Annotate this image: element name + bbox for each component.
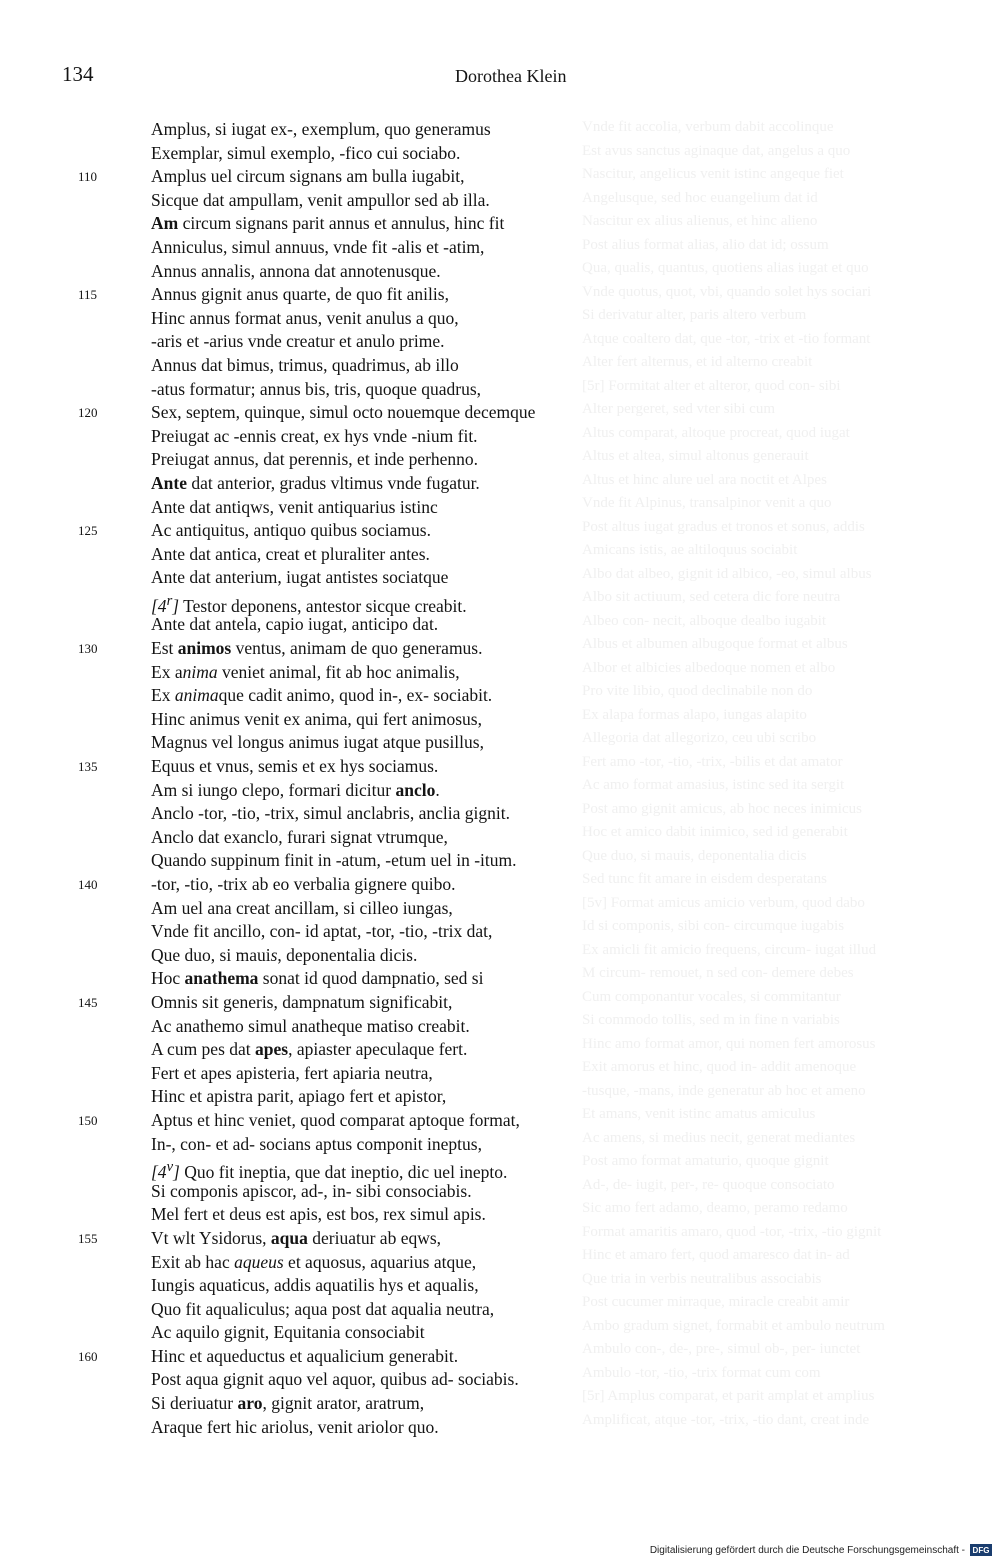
verse-text: Preiugat annus, dat perennis, et inde perhenno. bbox=[151, 449, 479, 470]
bleed-line: Atque coaltero dat, que -tor, -trix et -tio formant bbox=[582, 330, 871, 347]
bleed-line: Albo dat albeo, gignit id albico, -eo, simul albus bbox=[582, 565, 872, 582]
verse-text: Sex, septem, quinque, simul octo nouemque decemque bbox=[151, 402, 536, 423]
verse-text: Ac anathemo simul anatheque matiso creabit. bbox=[151, 1015, 470, 1036]
bleed-line: Post alius format alias, alio dat id; ossum bbox=[582, 236, 829, 253]
bleed-line: Altus et altea, simul altonus generauit bbox=[582, 448, 809, 464]
bleed-line: Albus et albumen albugoque format et albus bbox=[582, 636, 848, 652]
verse-line bbox=[0, 260, 600, 284]
verse-line bbox=[0, 1416, 600, 1440]
verse-line bbox=[0, 849, 600, 873]
verse-text: Ex anima veniet animal, fit ab hoc animalis, bbox=[151, 661, 460, 682]
bleed-line: Ac amens, si medius necit, generat mediantes bbox=[582, 1129, 856, 1146]
bleed-line: Nascitur ex alius alienus, et hinc alieno bbox=[582, 213, 818, 229]
verse-text: Annus dat bimus, trimus, quadrimus, ab illo bbox=[151, 354, 459, 375]
verse-text: Am uel ana creat ancillam, si cilleo iungas, bbox=[151, 897, 453, 918]
verse-text: Ac antiquitus, antiquo quibus sociamus. bbox=[151, 520, 431, 541]
verse-text: Araque fert hic ariolus, venit ariolor quo. bbox=[151, 1416, 439, 1437]
verse-line bbox=[0, 307, 600, 331]
bleed-line: Albeo con- necit, alboque dealbo iugabit bbox=[582, 612, 827, 629]
verse-text: Hinc animus venit ex anima, qui fert animosus, bbox=[151, 708, 482, 729]
bleed-line: Post altus iugat gradus et tronos et sonus, addis bbox=[582, 518, 865, 535]
bleed-line: [5r] Formitat alter et alteror, quod con- sibi bbox=[582, 377, 841, 394]
verse-line bbox=[0, 967, 600, 991]
verse-line bbox=[0, 1251, 600, 1275]
bleed-line: Sic amo fert adamo, deamo, peramo redamo bbox=[582, 1200, 848, 1216]
verse-text: Sicque dat ampullam, venit ampullor sed ab illa. bbox=[151, 189, 490, 210]
verse-line bbox=[0, 684, 600, 708]
verse-text: Anclo dat exanclo, furari signat vtrumque, bbox=[151, 826, 448, 847]
verse-line bbox=[0, 1038, 600, 1062]
verse-text: Ante dat antiqws, venit antiquarius istinc bbox=[151, 496, 438, 517]
verse-line bbox=[0, 1180, 600, 1204]
verse-text: Omnis sit generis, dampnatum significabit, bbox=[151, 991, 453, 1012]
verse-text: Amplus uel circum signans am bulla iugabit, bbox=[151, 166, 465, 187]
verse-line bbox=[0, 1298, 600, 1322]
line-number: 110 bbox=[78, 169, 98, 185]
bleed-line: Allegoria dat allegorizo, ceu ubi scribo bbox=[582, 730, 817, 746]
bleed-through-text bbox=[582, 116, 992, 1432]
bleed-line: Format amaritis amaro, quod -tor, -trix, -tio gignit bbox=[582, 1223, 882, 1240]
verse-line bbox=[0, 1227, 600, 1251]
bleed-line: Si derivatur alter, paris altero verbum bbox=[582, 307, 807, 323]
bleed-line: Post amo gignit amicus, ab hoc neces inimicus bbox=[582, 800, 862, 817]
verse-line bbox=[0, 944, 600, 968]
bleed-line: Post cucumer mirraque, miracle creabit amir bbox=[582, 1294, 850, 1310]
verse-line bbox=[0, 519, 600, 543]
verse-text: Anniculus, simul annuus, vnde fit -alis et -atim, bbox=[151, 236, 485, 257]
verse-line bbox=[0, 118, 600, 142]
verse-line bbox=[0, 920, 600, 944]
svg-text:DFG: DFG bbox=[972, 1546, 990, 1555]
verse-text: Ac aquilo gignit, Equitania consociabit bbox=[151, 1322, 425, 1343]
bleed-line: Amplificat, atque -tor, -trix, -tio dant, creat inde bbox=[582, 1411, 870, 1428]
verse-text: Quando suppinum finit in -atum, -etum uel in -itum. bbox=[151, 850, 517, 871]
bleed-line: Que duo, si mauis, deponentalia dicis bbox=[582, 847, 807, 864]
verse-line bbox=[0, 590, 600, 614]
bleed-line: Amicans istis, ae altiloquus sociabit bbox=[582, 542, 798, 558]
verse-line bbox=[0, 165, 600, 189]
verse-line bbox=[0, 543, 600, 567]
verse-text: Am circum signans parit annus et annulus, hinc fit bbox=[151, 213, 505, 234]
verse-text: Aptus et hinc veniet, quod comparat aptoque format, bbox=[151, 1109, 520, 1130]
bleed-line: Que tria in verbis neutralibus associabis bbox=[582, 1270, 822, 1287]
verse-line bbox=[0, 1085, 600, 1109]
bleed-line: Altus et hinc alure uel ara noctit et Alpes bbox=[582, 471, 827, 488]
verse-line bbox=[0, 708, 600, 732]
verse-text: Est animos ventus, animam de quo generamus. bbox=[151, 638, 483, 659]
verse-line bbox=[0, 637, 600, 661]
bleed-line: Cum componantur vocales, si commitantur bbox=[582, 988, 841, 1005]
bleed-line: Pro vite libio, quod declinabile non do bbox=[582, 683, 813, 699]
bleed-line: Alter fert alternus, et id alterno creabit bbox=[582, 354, 813, 370]
verse-text: Fert et apes apisteria, fert apiaria neutra, bbox=[151, 1062, 433, 1083]
bleed-line: Si commodo tollis, sed m in fine n variabis bbox=[582, 1012, 840, 1028]
bleed-line: Alter pergeret, sed vter sibi cum bbox=[582, 401, 775, 417]
verse-text: Am si iungo clepo, formari dicitur anclo. bbox=[151, 779, 440, 800]
verse-line bbox=[0, 354, 600, 378]
verse-line bbox=[0, 142, 600, 166]
verse-text: Hoc anathema sonat id quod dampnatio, sed si bbox=[151, 968, 484, 989]
verse-line bbox=[0, 755, 600, 779]
verse-line bbox=[0, 1156, 600, 1180]
verse-text: Ante dat anterium, iugat antistes sociatque bbox=[151, 567, 449, 588]
bleed-line: Fert amo -tor, -tio, -trix, -bilis et dat amator bbox=[582, 753, 843, 770]
bleed-line: Hoc et amico dabit inimico, sed id generabit bbox=[582, 824, 848, 840]
verse-line bbox=[0, 283, 600, 307]
verse-line bbox=[0, 873, 600, 897]
verse-text: Ante dat antica, creat et pluraliter antes. bbox=[151, 543, 430, 564]
verse-text: Annus annalis, annona dat annotenusque. bbox=[151, 260, 441, 281]
bleed-line: Ambulo -tor, -tio, -trix format cum com bbox=[582, 1364, 821, 1381]
bleed-line: Et amans, venit istinc amatus amiculus bbox=[582, 1106, 816, 1122]
verse-line bbox=[0, 566, 600, 590]
verse-line bbox=[0, 826, 600, 850]
verse-line bbox=[0, 1133, 600, 1157]
bleed-line: Exit amorus et hinc, quod in- addit amenoque bbox=[582, 1059, 857, 1075]
line-number: 160 bbox=[78, 1348, 98, 1364]
verse-line bbox=[0, 448, 600, 472]
bleed-line: [5r] Amplus comparat, et parit amplat et amplius bbox=[582, 1388, 875, 1404]
verse-line bbox=[0, 661, 600, 685]
line-number: 115 bbox=[78, 287, 98, 303]
verse-line bbox=[0, 401, 600, 425]
verse-line bbox=[0, 236, 600, 260]
verse-line bbox=[0, 613, 600, 637]
verse-text: Vt wlt Ysidorus, aqua deriuatur ab eqws, bbox=[151, 1227, 442, 1248]
bleed-line: Ambulo con-, de-, pre-, simul ob-, per- iunctet bbox=[582, 1341, 861, 1357]
verse-text: -atus formatur; annus bis, tris, quoque quadrus, bbox=[151, 378, 482, 399]
verse-text: Ante dat anterior, gradus vltimus vnde fugatur. bbox=[151, 472, 480, 493]
verse-text: [4$^v$] Quo fit ineptia, que dat ineptio, dic uel inepto. bbox=[151, 1159, 508, 1182]
verse-text: Hinc et apistra parit, apiago fert et apistor, bbox=[151, 1086, 447, 1107]
line-number: 140 bbox=[78, 877, 98, 892]
bleed-line: -tusque, -mans, inde generatur ab hoc et ameno bbox=[582, 1082, 866, 1099]
bleed-line: Angelusque, sed hoc euangelium dat id bbox=[582, 189, 818, 206]
verse-text: Mel fert et deus est apis, est bos, rex simul apis. bbox=[151, 1204, 486, 1225]
bleed-line: Vnde fit Alpinus, transalpinor venit a quo bbox=[582, 495, 832, 511]
dfg-logo bbox=[970, 1544, 992, 1556]
verse-block bbox=[0, 118, 600, 1439]
bleed-line: Albo sit actiuum, sed cetera dic fore neutra bbox=[582, 589, 841, 605]
verse-text: Annus gignit anus quarte, de quo fit anilis, bbox=[151, 284, 449, 305]
verse-line bbox=[0, 802, 600, 826]
verse-line bbox=[0, 1321, 600, 1345]
verse-line bbox=[0, 1345, 600, 1369]
bleed-line: Est avus sanctus aginaque dat, angelus a quo bbox=[582, 142, 851, 159]
verse-text: Equus et vnus, semis et ex hys sociamus. bbox=[151, 756, 439, 777]
line-number: 120 bbox=[78, 405, 98, 421]
line-number: 125 bbox=[78, 523, 98, 539]
bleed-line: Hinc et amaro fert, quod amaresco dat in- ad bbox=[582, 1247, 850, 1263]
verse-line bbox=[0, 1109, 600, 1133]
verse-text: Magnus vel longus animus iugat atque pusillus, bbox=[151, 732, 484, 753]
bleed-line: Post amo format amaturio, quoque gignit bbox=[582, 1153, 829, 1169]
bleed-line: Hinc amo format amor, qui nomen fert amorosus bbox=[582, 1035, 876, 1052]
line-number: 150 bbox=[78, 1112, 98, 1128]
line-number: 155 bbox=[78, 1230, 98, 1246]
verse-line bbox=[0, 212, 600, 236]
verse-text: Post aqua gignit aquo vel aquor, quibus ad- sociabis. bbox=[151, 1369, 519, 1390]
footer-text: Digitalisierung gefördert durch die Deutsche Forschungsgemeinschaft - bbox=[649, 1544, 965, 1556]
verse-line bbox=[0, 897, 600, 921]
verse-text: Anclo -tor, -tio, -trix, simul anclabris, anclia gignit. bbox=[151, 803, 510, 824]
bleed-line: Ambo gradum signet, formabit et ambulo neutrum bbox=[582, 1317, 885, 1334]
verse-text: Que duo, si mauis, deponentalia dicis. bbox=[151, 944, 418, 965]
footer bbox=[650, 1544, 992, 1556]
verse-text: A cum pes dat apes, apiaster apeculaque fert. bbox=[151, 1039, 468, 1060]
bleed-line: Sed tunc fit amare in eisdem desperatans bbox=[582, 871, 827, 887]
verse-text: Ex animaque cadit animo, quod in-, ex- sociabit. bbox=[151, 685, 493, 706]
bleed-line: Ad-, de- iugit, per-, re- quoque consociato bbox=[582, 1176, 835, 1193]
bleed-line: Vnde quotus, quot, vbi, quando solet hys sociari bbox=[582, 283, 872, 300]
verse-line bbox=[0, 425, 600, 449]
verse-line bbox=[0, 496, 600, 520]
verse-line bbox=[0, 991, 600, 1015]
verse-text: Vnde fit ancillo, con- id aptat, -tor, -tio, -trix dat, bbox=[151, 921, 493, 942]
verse-line bbox=[0, 1015, 600, 1039]
verse-line bbox=[0, 378, 600, 402]
verse-line bbox=[0, 1368, 600, 1392]
verse-text: Hinc annus format anus, venit anulus a quo, bbox=[151, 307, 459, 328]
bleed-line: Albor et albicies albedoque nomen et albo bbox=[582, 659, 836, 676]
bleed-line: Nascitur, angelicus venit istinc angeque fiet bbox=[582, 166, 844, 182]
verse-line bbox=[0, 189, 600, 213]
verse-text: Quo fit aqualiculus; aqua post dat aqualia neutra, bbox=[151, 1298, 495, 1319]
verse-line bbox=[0, 1274, 600, 1298]
bleed-line: Id si componis, sibi con- circumque iugabis bbox=[582, 918, 845, 934]
verse-text: Exit ab hac aqueus et aquosus, aquarius atque, bbox=[151, 1251, 477, 1272]
verse-text: Amplus, si iugat ex-, exemplum, quo generamus bbox=[151, 119, 491, 139]
verse-text: Ante dat antela, capio iugat, anticipo dat. bbox=[151, 614, 439, 635]
verse-text: Exemplar, simul exemplo, -fico cui sociabo. bbox=[151, 142, 461, 163]
line-number: 135 bbox=[78, 759, 98, 775]
verse-text: [4$^r$] Testor deponens, antestor sicque creabit. bbox=[151, 592, 467, 616]
bleed-line: Ex amicli fit amicio frequens, circum- iugat illud bbox=[582, 941, 877, 958]
bleed-line: Qua, qualis, quantus, quotiens alias iugat et quo bbox=[582, 260, 869, 276]
verse-text: -aris et -arius vnde creatur et anulo prime. bbox=[151, 331, 445, 352]
verse-text: Hinc et aqueductus et aqualicium generabit. bbox=[151, 1345, 459, 1366]
bleed-line: [5v] Format amicus amicio verbum, quod dabo bbox=[582, 894, 865, 911]
verse-line bbox=[0, 1203, 600, 1227]
verse-text: Si deriuatur aro, gignit arator, aratrum, bbox=[151, 1393, 425, 1414]
page-number: 134 bbox=[62, 62, 94, 86]
line-number: 145 bbox=[78, 994, 98, 1010]
bleed-line: M circum- remouet, n sed con- demere debes bbox=[582, 965, 854, 981]
verse-text: -tor, -tio, -trix ab eo verbalia gignere quibo. bbox=[151, 874, 456, 894]
verse-line bbox=[0, 1062, 600, 1086]
verse-text: Iungis aquaticus, addis aquatilis hys et aqualis, bbox=[151, 1275, 479, 1296]
bleed-line: Vnde fit accolia, verbum dabit accolinque bbox=[582, 119, 834, 135]
running-head: Dorothea Klein bbox=[455, 66, 567, 86]
verse-text: Preiugat ac -ennis creat, ex hys vnde -nium fit. bbox=[151, 425, 478, 446]
verse-text: Si componis apiscor, ad-, in- sibi consociabis. bbox=[151, 1180, 472, 1201]
verse-line bbox=[0, 472, 600, 496]
bleed-line: Altus comparat, altoque procreat, quod iugat bbox=[582, 424, 850, 441]
line-number: 130 bbox=[78, 641, 98, 657]
verse-line bbox=[0, 330, 600, 354]
bleed-line: Ac amo format amasius, istinc sed ita sergit bbox=[582, 777, 845, 793]
verse-line bbox=[0, 731, 600, 755]
verse-text: In-, con- et ad- socians aptus componit ineptus, bbox=[151, 1133, 482, 1154]
bleed-line: Ex alapa formas alapo, iungas alapito bbox=[582, 706, 807, 723]
verse-line bbox=[0, 1392, 600, 1416]
verse-line bbox=[0, 779, 600, 803]
